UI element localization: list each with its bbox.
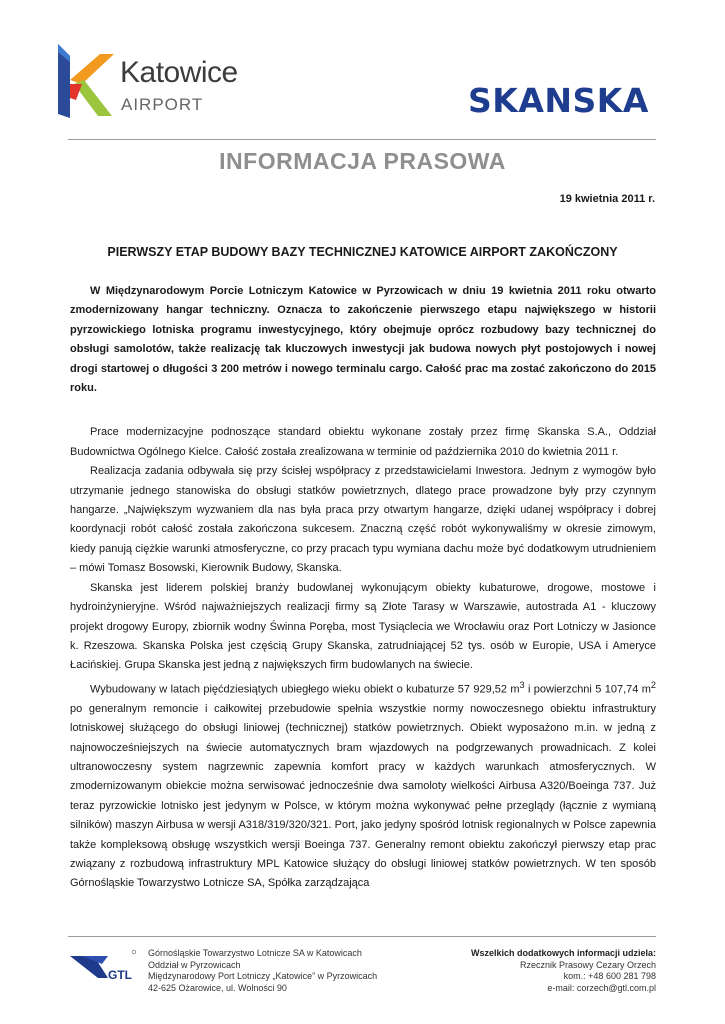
footer-contact-title: Wszelkich dodatkowych informacji udziela: bbox=[470, 948, 656, 958]
article-body bbox=[70, 282, 656, 894]
paragraph-3: Skanska jest liderem polskiej branży budowlanej wykonującym obiekty kubaturowe, drogowe, mostowe i hydroinżynieryjne. Wśród najważniejszych realizacji firmy są Złote Tarasy w Warszawie, autostrada A1 - kluczowy projekt drogowy Europy, zbiornik wodny Świnna Poręba, most Tysiąclecia we Wrocławiu oraz Port Lotniczy w Jasionce k. Rzeszowa. Skanska Polska jest częścią Grupy Skanska, zatrudniającej 52 tys. osób w Europie, USA i Ameryce Łacińskiej. Grupa Skanska jest jedną z największych firm budowlanych na świecie. bbox=[70, 581, 656, 672]
cubic-superscript: 3 bbox=[519, 679, 525, 690]
headline: PIERWSZY ETAP BUDOWY BAZY TECHNICZNEJ KATOWICE AIRPORT ZAKOŃCZONY bbox=[107, 245, 618, 259]
square-superscript: 2 bbox=[650, 679, 656, 690]
katowice-airport-logo bbox=[56, 40, 256, 120]
footer-contact-name: Rzecznik Prasowy Cezary Orzech bbox=[519, 959, 656, 970]
gtl-logo-text: GTL bbox=[108, 968, 132, 982]
footer-left-line-2: Oddział w Pyrzowicach bbox=[148, 959, 241, 970]
footer-left-line-3: Międzynarodowy Port Lotniczy „Katowice” w Pyrzowicach bbox=[148, 971, 378, 981]
katowice-k-mark-icon bbox=[56, 40, 116, 120]
footer-left-line-1: Górnośląskie Towarzystwo Lotnicze SA w Katowicach bbox=[148, 948, 362, 958]
airport-name: Katowice bbox=[120, 56, 238, 89]
release-date: 19 kwietnia 2011 r. bbox=[559, 193, 655, 205]
skanska-logo: SKANSKA bbox=[468, 81, 649, 120]
airport-subtitle: AIRPORT bbox=[121, 95, 204, 114]
footer-left-line-4: 42-625 Ożarowice, ul. Wolności 90 bbox=[148, 982, 287, 993]
press-release-title: INFORMACJA PRASOWA bbox=[219, 148, 506, 174]
header-divider bbox=[68, 139, 656, 140]
footer-contact-email: e-mail: corzech@gtl.com.pl bbox=[547, 982, 656, 993]
footer-company-address bbox=[148, 948, 377, 994]
footer-contact-phone: kom.: +48 600 281 798 bbox=[563, 971, 656, 981]
lead-paragraph: W Międzynarodowym Porcie Lotniczym Katowice w Pyrzowicach w dniu 19 kwietnia 2011 roku otwarto zmodernizowany hangar techniczny. Oznacza to zakończenie pierwszego etapu największego w historii pyrzowickiego lotniska programu inwestycyjnego, który obejmuje oprócz rozbudowy bazy technicznej do obsługi samolotów, także realizację tak kluczowych inwestycji jak budowa nowych płyt postojowych i nowej drogi startowej o długości 3 200 metrów i nowego terminalu cargo. Całość prac ma zostać zakończono do 2015 roku. bbox=[70, 285, 656, 395]
gtl-logo-icon bbox=[68, 948, 138, 988]
paragraph-4 bbox=[70, 676, 656, 894]
footer-contact bbox=[471, 948, 656, 994]
paragraph-4-part-3: po generalnym remoncie i całkowitej przebudowie spełnia wszystkie normy nowoczesnego obiektu infrastruktury lotniskowej służącego do obsługi liniowej (technicznej) statków powietrznych. Obiekt wyposażono m.in. w jedną z najnowocześniejszych na świecie automatycznych bram wjazdowych na podgrzewanych prowadnicach. Z kolei ultranowoczesny system nagrzewnic zapewnia komfort pracy w każdych warunkach atmosferycznych. W zmodernizowanym obiekcie można serwisować jednocześnie dwa samoloty wielkości Airbusa A320/Boeinga 737. Już teraz pyrzowickie lotnisko jest jedynym w Polsce, w którym można wykonywać pełne przeglądy (łącznie z wymianą silników) maszyn Airbusa w wersji A318/319/320/321. Port, jako jedyny spośród lotnisk regionalnych w Polsce zapewnia także kompleksową obsługę wszystkich wersji Boeinga 737. Generalny remont obiektu zakończył pierwszy etap prac związany z rozbudową infrastruktury MPL Katowice służący do obsługi liniowej statków powietrznych. W ten sposób Górnośląskie Towarzystwo Lotnicze SA, Spółka zarządzająca bbox=[70, 702, 656, 890]
paragraph-4-part-1: Wybudowany w latach pięćdziesiątych ubiegłego wieku obiekt o kubaturze 57 929,52 m bbox=[90, 683, 520, 696]
paragraph-4-part-2: i powierzchni 5 107,74 m bbox=[524, 683, 651, 696]
footer-divider bbox=[68, 936, 656, 937]
paragraph-2: Realizacja zadania odbywała się przy ścisłej współpracy z przedstawicielami Inwestora. Jednym z wymogów było utrzymanie jednego stanowiska do obsługi statków powietrznych, dlatego prace prowadzone były przy czynnym hangarze. „Największym wyzwaniem dla nas była praca przy otwartym hangarze, dzięki udanej współpracy i dobrej koordynacji robót całość została zakończona sukcesem. Znaczną część robót wykonywaliśmy w okresie zimowym, kiedy panują ciężkie warunki atmosferyczne, co przy pracach typu wymiana dachu może być dodatkowym utrudnieniem – mówi Tomasz Bosowski, Kierownik Budowy, Skanska. bbox=[70, 465, 656, 575]
paragraph-1: Prace modernizacyjne podnoszące standard obiektu wykonane zostały przez firmę Skanska S.A., Oddział Budownictwa Ogólnego Kielce. Całość została zrealizowana w terminie od października 2010 do kwietnia 2011 r. bbox=[70, 426, 656, 458]
